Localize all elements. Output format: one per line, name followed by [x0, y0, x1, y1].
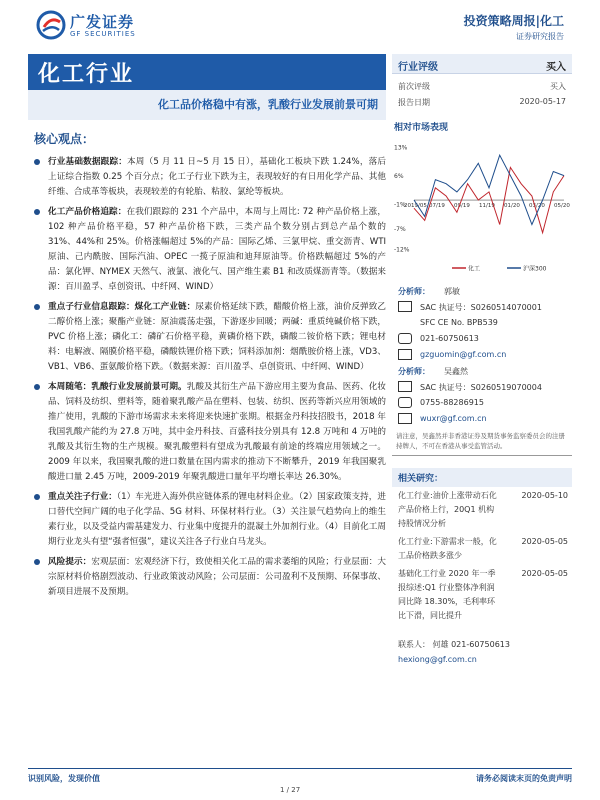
report-subtitle: 证券研究报告 — [516, 32, 564, 41]
contact-name: 何雄 — [432, 640, 449, 649]
core-point — [28, 555, 386, 600]
analyst-name: 吴鑫然 — [444, 367, 468, 376]
contact-label: 联系人： — [398, 640, 430, 649]
report-date-label: 报告日期 — [398, 98, 430, 107]
related-item[interactable] — [392, 565, 572, 625]
core-point-key: 风险提示： — [48, 557, 92, 567]
y-tick-label: 6% — [394, 173, 404, 181]
legend-label: 沪深300 — [523, 265, 547, 273]
related-item-title[interactable]: 化工行业:油价上涨带动石化产品价格上行，20Q1 机构持股情况分析 — [398, 491, 497, 528]
bullet-icon — [34, 209, 40, 215]
analyst-sfc: SFC CE No. BPB539 — [420, 318, 498, 327]
x-tick-label: 2019/05 — [404, 203, 427, 210]
y-tick-label: -1% — [394, 201, 406, 209]
core-point — [28, 205, 386, 295]
core-point-text: 尿素价格延续下跌，醋酸价格上涨，油价反弹致乙二醇价格上涨；聚酯产业链：原油震荡走强，下游逐步回暖；两碱：重质纯碱价格下跌，PVC 价格上涨；磷化工：磷矿石价格平稳，黄磷价格下跌，磷酸二铵价格下跌；锂电材料：电解液、隔膜价格平稳，磷酸铁锂价格下跌；饲料添加剂：烟酰胺价格上涨，VD3、VB1、VB6、蛋氨酸价格下跌。（数据来源：百川盈孚、卓创资讯、中纤网、WIND） — [48, 302, 386, 372]
logo-text-en: GF SECURITIES — [70, 30, 136, 38]
core-point-text: 宏观层面：宏观经济下行，致使相关化工品的需求萎缩的风险；行业层面：大宗原材料价格剧烈波动、行业政策波动风险；公司层面：公司盈利不及预期、环保事故、新项目进展不及预期。 — [48, 557, 386, 597]
report-date-row — [392, 94, 572, 110]
industry-title: 化工行业 — [38, 61, 135, 87]
email-icon — [398, 349, 412, 360]
related-item-date: 2020-05-10 — [521, 491, 568, 500]
core-point-text: （1）车光进入海外供应链体系的锂电材料企业。（2）国家政策支持，进口替代空间广阔的电子化学品、5G 材料、环保材料行业。（3）关注景气趋势向上的维生素行业，以及受益内需基建发力、行业集中度提升的混凝土外加剂行业。（4）目前化工周期行业龙头有望“强者恒强”，建议关注各子行业白马龙头。 — [48, 492, 386, 547]
core-views-title: 核心观点： — [34, 132, 95, 146]
prev-rating-label: 前次评级 — [398, 82, 430, 91]
logo-text: 广发证券 — [70, 13, 135, 31]
phone-icon — [398, 397, 412, 408]
analyst-sac: SAC 执证号：S0260514070001 — [420, 303, 542, 312]
related-item[interactable] — [392, 487, 572, 533]
chart-svg — [392, 137, 572, 277]
y-tick-label: -7% — [394, 226, 406, 234]
prev-rating-row — [392, 78, 572, 94]
core-views — [28, 130, 386, 605]
x-tick-label: 09/19 — [454, 203, 470, 210]
x-tick-label: 01/20 — [504, 203, 520, 210]
core-point-text: 在我们跟踪的 231 个产品中，本周与上周比: 72 种产品价格上涨，102 种产品价格平稳，57 种产品价格下跌，三类产品个数分别占到总产品个数的 31%、44%和 25%。价格涨幅超过 5%的产品：国际乙烯、三氯甲烷、重交沥青、WTI 原油、己内酰胺、国际汽油、OPEC 一揽子原油和迪拜原油等。价格跌幅超过 5%的产品：氯化钾、NYMEX 天然气、液氯、液化气、国产维生素 B1 和改质煤沥青等。（数据来源：百川盈孚、卓创资讯、中纤网、WIND） — [48, 207, 386, 292]
x-tick-label: 05/20 — [554, 203, 570, 210]
rating-box — [392, 54, 572, 74]
page-header — [0, 0, 600, 50]
core-point — [28, 300, 386, 375]
core-point-text: 本周（5 月 11 日~5 月 15 日），基础化工板块下跌 1.24%，落后上证综合指数 0.25 个百分点；化工子行业下跌为主，表现较好的有日用化学产品、其他纤维、合成革等板块，表现较差的有轮胎、粘胶、氯纶等板块。 — [48, 157, 386, 197]
bullet-icon — [34, 304, 40, 310]
bullet-icon — [34, 384, 40, 390]
bullet-icon — [34, 494, 40, 500]
analyst-block — [392, 283, 572, 363]
core-point-key: 化工产品价格追踪： — [48, 207, 127, 217]
disclaimer: 请注意，吴鑫然并非香港证券及期货事务监察委员会的注册持牌人，不可在香港从事受监管活动。 — [392, 427, 572, 456]
core-point-key: 重点子行业信息跟踪：煤化工产业链： — [48, 302, 196, 312]
bullet-icon — [34, 159, 40, 165]
email-icon — [398, 413, 412, 424]
rating-value: 买入 — [546, 62, 566, 73]
company-logo — [36, 10, 166, 44]
analyst-sac: SAC 执证号：S0260519070004 — [420, 383, 542, 392]
footer-disclaimer-note: 请务必阅读末页的免责声明 — [476, 774, 572, 783]
core-point-key: 本周随笔：乳酸行业发展前景可期。 — [48, 382, 187, 392]
rating-label: 行业评级 — [398, 62, 438, 73]
analyst-email[interactable]: gzguomin@gf.com.cn — [420, 350, 507, 359]
analyst-name: 郭敏 — [444, 287, 460, 296]
id-card-icon — [398, 381, 412, 392]
prev-rating-value: 买入 — [550, 82, 566, 91]
contact-email[interactable]: hexiong@gf.com.cn — [398, 655, 477, 664]
related-item[interactable] — [392, 533, 572, 565]
analyst-block — [392, 363, 572, 427]
gf-logo-icon — [36, 10, 66, 40]
x-tick-label: 11/19 — [479, 203, 495, 210]
core-point — [28, 490, 386, 550]
report-type: 投资策略周报|化工 — [463, 14, 564, 28]
footer-divider — [28, 768, 572, 769]
analyst-phone: 0755-88286915 — [420, 398, 484, 407]
id-card-icon — [398, 301, 412, 312]
core-point-key: 行业基础数据跟踪： — [48, 157, 128, 167]
related-item-title[interactable]: 化工行业:下游需求一般，化工品价格跌多涨少 — [398, 537, 497, 560]
sidebar — [392, 54, 572, 671]
analyst-role: 分析师： — [398, 367, 430, 376]
core-point-text: 乳酸及其衍生产品下游应用主要为食品、医药、化妆品、饲料及纺织、塑料等，随着聚乳酸产品在塑料、包装、纺织、医药等新兴应用领域的推广使用，乳酸的下游市场需求未来将迎来快速扩张期。根据金丹科技招股书，2018 年我国乳酸产能约为 27.8 万吨，其中金丹科技、百盛科技分别具有 12.8 万吨和 4 万吨的乳酸及其衍生物的生产规模。聚乳酸塑料有望成为乳酸最有前途的终端应用领域之一。2009 年以来，我国聚乳酸的进口数量在国内需求的推动下不断攀升，2019 年我国聚乳酸进口量 2.45 万吨，2009-2019 年聚乳酸进口量年平均增长率达 26.30%。 — [48, 382, 386, 482]
relative-performance-chart — [392, 137, 572, 277]
title-banner — [28, 54, 386, 120]
contact-phone: 021-60750613 — [451, 640, 510, 649]
core-point — [28, 155, 386, 200]
legend-label: 化工 — [468, 265, 481, 273]
analyst-email[interactable]: wuxr@gf.com.cn — [420, 414, 487, 423]
footer-slogan: 识别风险，发现价值 — [28, 774, 100, 783]
series-line-1 — [414, 155, 564, 224]
page-number: 1 / 27 — [280, 786, 301, 794]
related-item-date: 2020-05-05 — [521, 569, 568, 578]
report-date-value: 2020-05-17 — [519, 97, 566, 106]
related-research-title: 相关研究： — [392, 468, 572, 487]
x-tick-label: 03/20 — [529, 203, 545, 210]
analyst-role: 分析师： — [398, 287, 430, 296]
analyst-phone: 021-60750613 — [420, 334, 479, 343]
relative-performance-title: 相对市场表现 — [394, 123, 449, 133]
x-tick-label: 07/19 — [429, 203, 445, 210]
related-item-title[interactable]: 基础化工行业 2020 年一季报综述:Q1 行业整体净利润同比降 18.30%，毛利率环比下滑，同比提升 — [398, 569, 496, 620]
related-item-date: 2020-05-05 — [521, 537, 568, 546]
headline: 化工品价格稳中有涨，乳酸行业发展前景可期 — [158, 98, 378, 111]
y-tick-label: -12% — [394, 246, 410, 254]
bullet-icon — [34, 559, 40, 565]
core-point-key: 重点关注子行业： — [48, 492, 117, 502]
banner-bar — [28, 54, 386, 90]
contact-block — [392, 625, 572, 671]
core-point — [28, 380, 386, 485]
y-tick-label: 13% — [394, 144, 408, 152]
phone-icon — [398, 333, 412, 344]
